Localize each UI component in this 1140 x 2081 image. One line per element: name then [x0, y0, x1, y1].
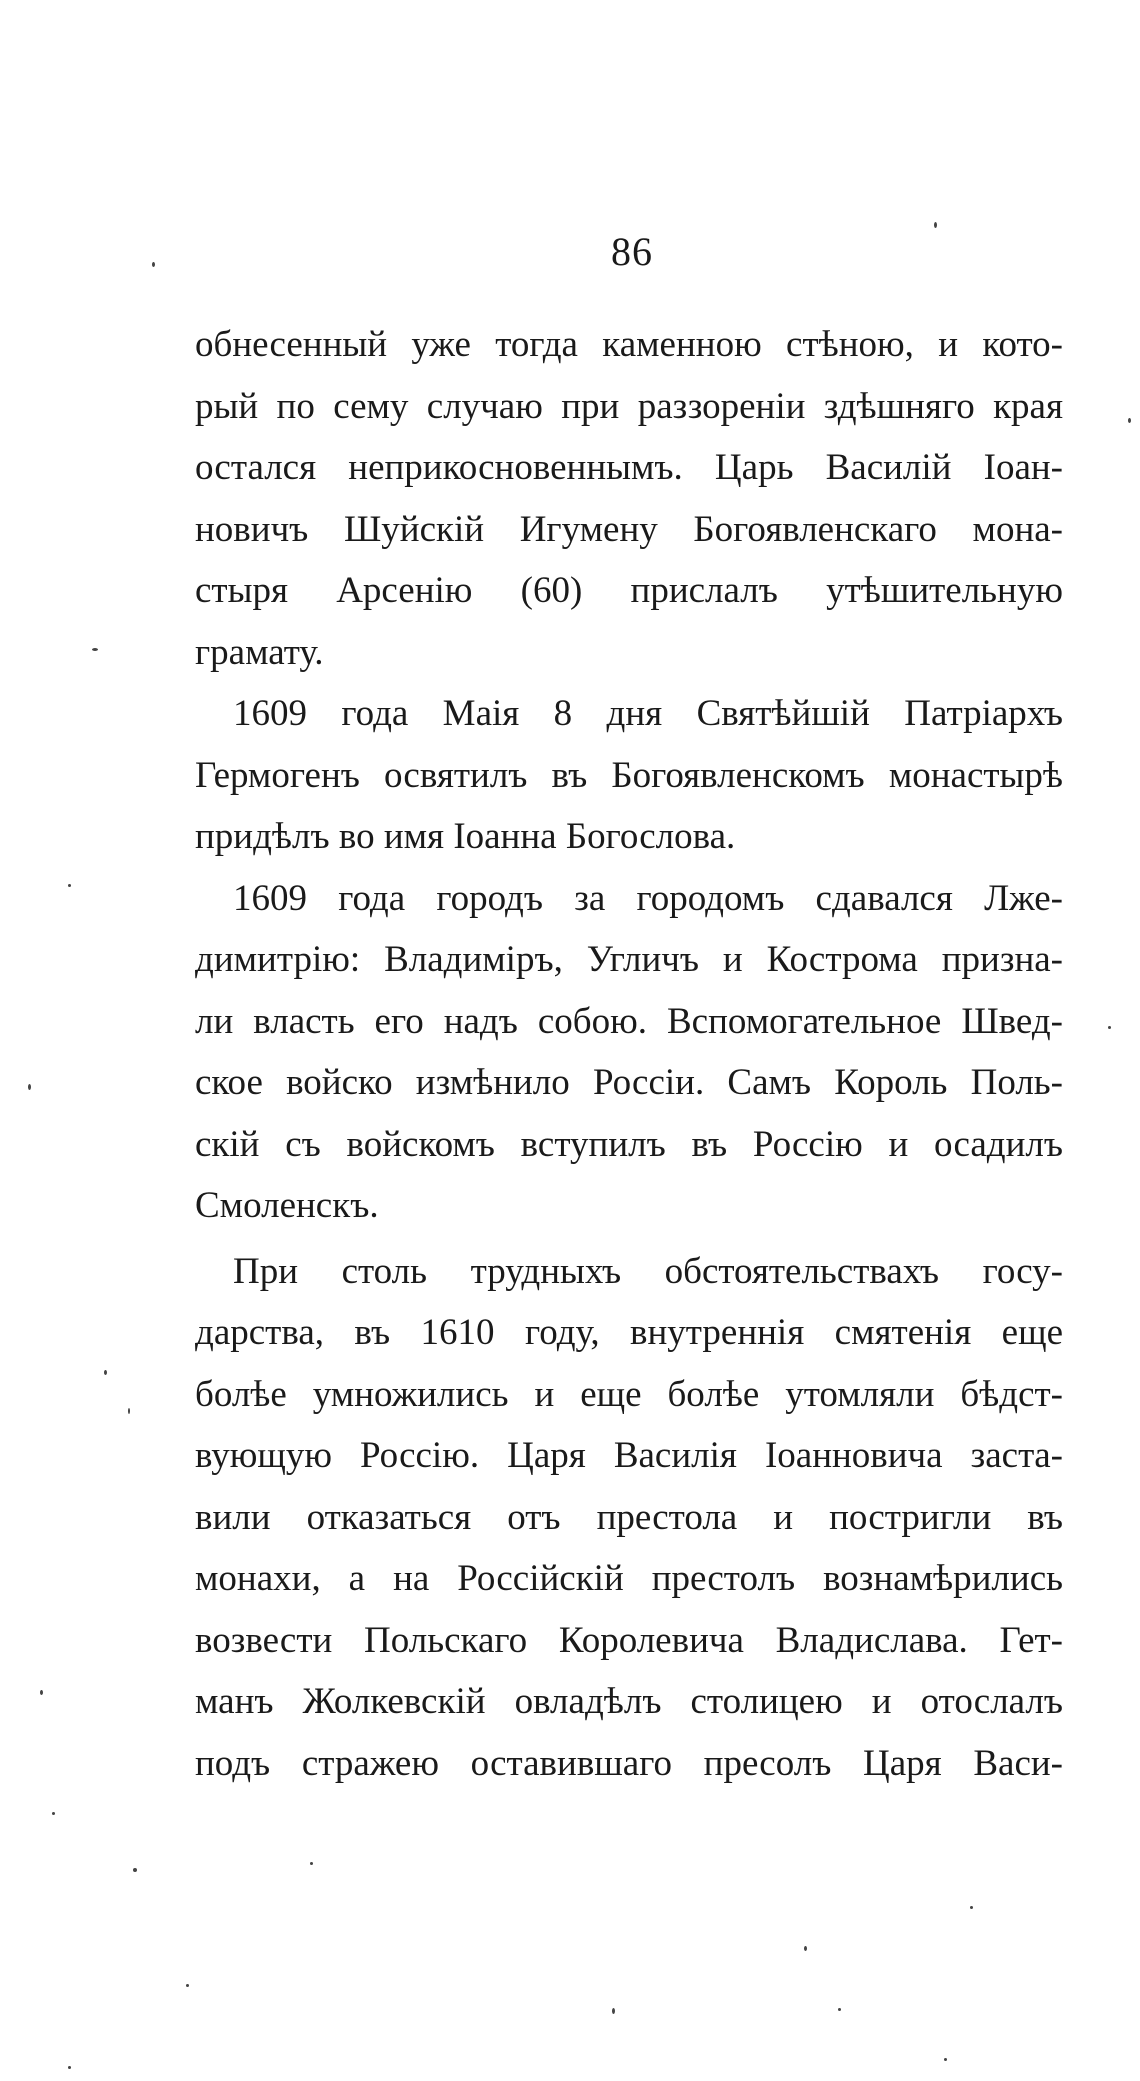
text-line: возвести Польскаго Королевича Владислава. Гет-	[195, 1619, 1063, 1661]
text-line: димитрію: Владимiръ, Угличъ и Кострома призна-	[195, 939, 1063, 980]
text-line: Смоленскъ.	[195, 1185, 379, 1226]
text-line: манъ Жолкевскій овладѣлъ столицею и отослалъ	[195, 1681, 1063, 1722]
page-number: 86	[611, 229, 653, 274]
scan-speck	[612, 2008, 615, 2014]
scan-speck	[152, 262, 155, 267]
text-line: При столь трудныхъ обстоятельствахъ госу-	[233, 1250, 1063, 1292]
text-line: новичъ Шуйскій Игумену Богоявленскаго мона-	[195, 508, 1063, 550]
scan-speck	[944, 2058, 947, 2061]
scan-speck	[68, 884, 71, 887]
text-line: стыря Арсенію (60) прислалъ утѣшительную	[195, 570, 1063, 611]
scan-speck	[310, 1862, 313, 1865]
text-line: 1609 года Маія 8 дня Святѣйшій Патріархъ	[233, 693, 1063, 734]
text-line: ское войско измѣнило Россіи. Самъ Король Поль-	[195, 1062, 1063, 1103]
paragraph-2	[195, 683, 1063, 868]
text-line: вующую Россію. Царя Василія Іоанновича застa-	[195, 1435, 1063, 1476]
scan-speck	[128, 1408, 130, 1414]
scan-speck	[970, 1906, 973, 1909]
text-line: болѣе умножились и еще болѣе утомляли бѣдст-	[195, 1373, 1063, 1415]
scan-speck	[28, 1084, 31, 1090]
scan-speck	[133, 1868, 137, 1872]
text-line: 1609 года городъ за городомъ сдавался Лже-	[233, 877, 1063, 919]
text-line: Гермогенъ освятилъ въ Богоявленскомъ монастырѣ	[195, 754, 1063, 796]
text-line: дарства, въ 1610 году, внутреннія смятенія еще	[195, 1312, 1063, 1353]
text-line: остался неприкосновеннымъ. Царь Василій Іоан-	[195, 447, 1063, 488]
scan-speck	[838, 2008, 841, 2011]
scan-speck	[934, 222, 937, 228]
text-line: рый по сему случаю при раззореніи здѣшняго края	[195, 385, 1063, 427]
scan-speck	[186, 1984, 189, 1987]
scan-speck	[804, 1946, 807, 1951]
body-text	[195, 314, 1063, 1794]
paragraph-4	[195, 1241, 1063, 1795]
text-line: подъ стражею оставившаго пресолъ Царя Васи-	[195, 1742, 1063, 1784]
text-line: обнесенный уже тогда каменною стѣною, и кото-	[195, 324, 1063, 365]
scan-speck	[1128, 418, 1131, 423]
scan-speck	[1108, 1026, 1111, 1029]
scan-speck	[52, 1812, 55, 1815]
scan-speck	[68, 2066, 71, 2069]
scan-speck	[104, 1370, 107, 1375]
paragraph-3	[195, 868, 1063, 1237]
text-line: придѣлъ во имя Іоанна Богослова.	[195, 816, 736, 857]
text-line: грамату.	[195, 631, 324, 673]
text-line: вили отказаться отъ престола и постригли въ	[195, 1496, 1063, 1538]
text-line: монахи, а на Россійскій престолъ вознамѣрились	[195, 1558, 1063, 1599]
scan-speck	[92, 648, 98, 651]
scan-speck	[40, 1690, 43, 1695]
text-line: скій съ войскомъ вступилъ въ Россію и осадилъ	[195, 1123, 1063, 1165]
paragraph-1	[195, 314, 1063, 683]
text-line: ли власть его надъ собою. Вспомогательное Швед-	[195, 1000, 1063, 1042]
